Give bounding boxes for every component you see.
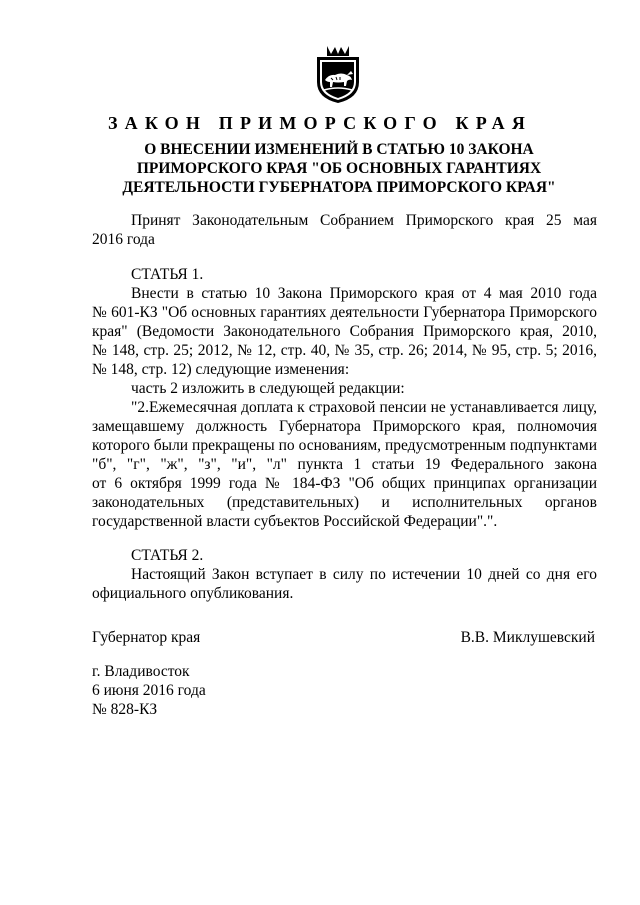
article-text-line: государственной власти субъектов Российской Федерации".".: [92, 513, 498, 530]
signing-date: 6 июня 2016 года: [92, 682, 206, 699]
article-title: СТАТЬЯ 2.: [131, 547, 204, 564]
article-text-line: Настоящий Закон вступает в силу по истечении 10 дней со дня его: [131, 566, 597, 583]
coat-of-arms-emblem: [311, 44, 365, 104]
adoption-line: Принят Законодательным Собранием Приморского края 25 мая: [131, 212, 597, 229]
article-text-line: № 601-КЗ "Об основных гарантиях деятельности Губернатора Приморского: [92, 304, 597, 321]
article-text-line: края" (Ведомости Законодательного Собрания Приморского края, 2010,: [92, 323, 597, 340]
article-text-line: Внести в статью 10 Закона Приморского края от 4 мая 2010 года: [131, 285, 597, 302]
law-title: ЗАКОН ПРИМОРСКОГО КРАЯ: [107, 113, 533, 133]
article-text-line: "2.Ежемесячная доплата к страховой пенсии не устанавливается лицу,: [131, 399, 597, 416]
city: г. Владивосток: [92, 663, 190, 680]
article-text-line: официального опубликования.: [92, 585, 294, 602]
article-text-line: законодательных (представительных) и исполнительных органов: [92, 494, 597, 511]
heading-line: ДЕЯТЕЛЬНОСТИ ГУБЕРНАТОРА ПРИМОРСКОГО КРАЯ": [122, 179, 556, 196]
article-text-line: № 148, стр. 12) следующие изменения:: [92, 361, 350, 378]
law-number: № 828-КЗ: [92, 701, 158, 718]
article-text-line: от 6 октября 1999 года № 184-ФЗ "Об общих принципах организации: [92, 475, 597, 492]
heading-line: О ВНЕСЕНИИ ИЗМЕНЕНИЙ В СТАТЬЮ 10 ЗАКОНА: [144, 141, 534, 158]
article-text-line: замещавшему должность Губернатора Приморского края, полномочия: [92, 418, 597, 435]
signatory-position: Губернатор края: [92, 629, 201, 646]
article-text-line: часть 2 изложить в следующей редакции:: [131, 380, 405, 397]
article-text-line: которого были прекращены по основаниям, предусмотренным подпунктами: [92, 437, 597, 454]
signatory-name: В.В. Миклушевский: [460, 629, 595, 646]
article-text-line: № 148, стр. 25; 2012, № 12, стр. 40, № 35, стр. 26; 2014, № 95, стр. 5; 2016,: [92, 342, 597, 359]
article-text-line: "б", "г", "ж", "з", "и", "л" пункта 1 статьи 19 Федерального закона: [92, 456, 597, 473]
heading-line: ПРИМОРСКОГО КРАЯ "ОБ ОСНОВНЫХ ГАРАНТИЯХ: [136, 160, 542, 177]
article-title: СТАТЬЯ 1.: [131, 266, 204, 283]
adoption-line: 2016 года: [92, 231, 155, 248]
